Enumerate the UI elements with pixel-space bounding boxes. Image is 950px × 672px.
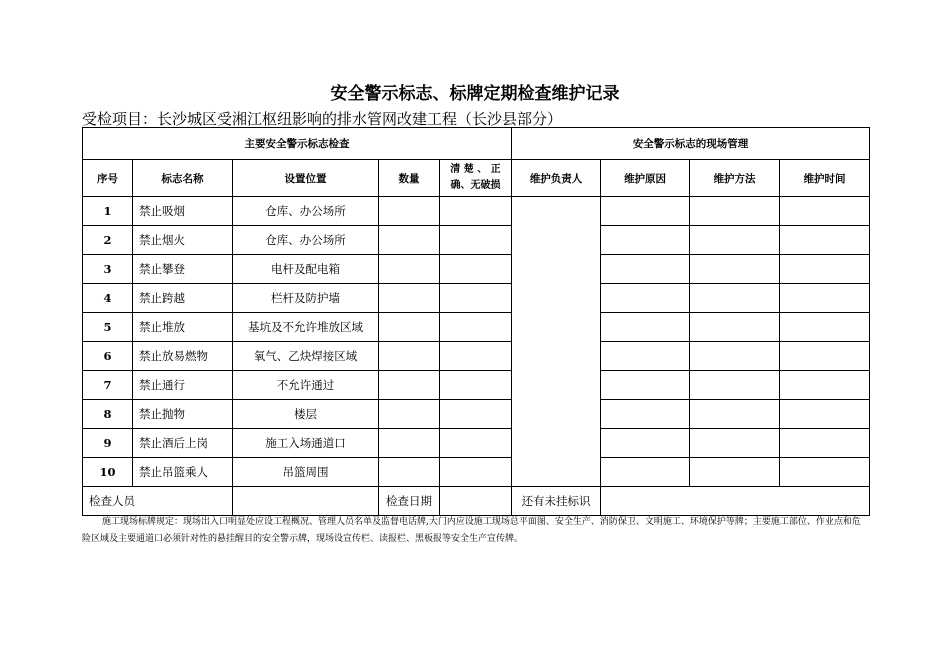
group-header-right: 安全警示标志的现场管理 (512, 128, 870, 160)
row-qty-cell[interactable] (379, 342, 440, 371)
table-row (83, 342, 870, 371)
unhung-label: 还有未挂标识 (512, 487, 601, 516)
row-method-cell[interactable] (690, 197, 780, 226)
row-sign-name: 禁止通行 (133, 371, 233, 400)
col-header-no: 序号 (83, 160, 133, 197)
row-method-cell[interactable] (690, 342, 780, 371)
table-row (83, 284, 870, 313)
row-no: 3 (83, 255, 133, 284)
row-time-cell[interactable] (780, 371, 870, 400)
row-status-cell[interactable] (440, 371, 512, 400)
table-row (83, 371, 870, 400)
row-status-cell[interactable] (440, 400, 512, 429)
row-status-cell[interactable] (440, 255, 512, 284)
row-method-cell[interactable] (690, 284, 780, 313)
row-method-cell[interactable] (690, 429, 780, 458)
row-reason-cell[interactable] (601, 255, 690, 284)
row-time-cell[interactable] (780, 226, 870, 255)
row-time-cell[interactable] (780, 458, 870, 487)
row-sign-name: 禁止吊篮乘人 (133, 458, 233, 487)
col-header-location: 设置位置 (233, 160, 379, 197)
row-sign-name: 禁止跨越 (133, 284, 233, 313)
table-row (83, 226, 870, 255)
row-location: 施工入场通道口 (233, 429, 379, 458)
col-header-status-line2: 确、无破损 (450, 180, 501, 191)
row-location: 吊篮周围 (233, 458, 379, 487)
row-no: 8 (83, 400, 133, 429)
footer-row (83, 487, 870, 516)
row-location: 氧气、乙炔焊接区域 (233, 342, 379, 371)
row-status-cell[interactable] (440, 429, 512, 458)
person-merged-cell[interactable] (512, 197, 601, 487)
col-header-status-line1: 清 楚 、 正 (450, 164, 501, 175)
row-time-cell[interactable] (780, 342, 870, 371)
row-qty-cell[interactable] (379, 458, 440, 487)
table-row (83, 458, 870, 487)
row-time-cell[interactable] (780, 400, 870, 429)
col-header-reason: 维护原因 (601, 160, 690, 197)
row-status-cell[interactable] (440, 458, 512, 487)
group-header-row (83, 128, 870, 160)
row-reason-cell[interactable] (601, 400, 690, 429)
row-location: 不允许通过 (233, 371, 379, 400)
row-sign-name: 禁止酒后上岗 (133, 429, 233, 458)
table-row (83, 400, 870, 429)
col-header-method: 维护方法 (690, 160, 780, 197)
row-reason-cell[interactable] (601, 197, 690, 226)
row-no: 6 (83, 342, 133, 371)
row-location: 仓库、办公场所 (233, 197, 379, 226)
date-label: 检查日期 (379, 487, 440, 516)
row-qty-cell[interactable] (379, 226, 440, 255)
row-location: 电杆及配电箱 (233, 255, 379, 284)
row-reason-cell[interactable] (601, 226, 690, 255)
inspector-value[interactable] (233, 487, 379, 516)
row-method-cell[interactable] (690, 255, 780, 284)
row-reason-cell[interactable] (601, 284, 690, 313)
row-method-cell[interactable] (690, 458, 780, 487)
row-location: 仓库、办公场所 (233, 226, 379, 255)
row-reason-cell[interactable] (601, 371, 690, 400)
row-method-cell[interactable] (690, 313, 780, 342)
col-header-status (440, 160, 512, 197)
row-status-cell[interactable] (440, 284, 512, 313)
row-reason-cell[interactable] (601, 429, 690, 458)
row-reason-cell[interactable] (601, 313, 690, 342)
col-header-time: 维护时间 (780, 160, 870, 197)
row-sign-name: 禁止放易燃物 (133, 342, 233, 371)
row-location: 栏杆及防护墙 (233, 284, 379, 313)
row-location: 楼层 (233, 400, 379, 429)
table-row (83, 255, 870, 284)
project-line: 受检项目：长沙城区受湘江枢纽影响的排水管网改建工程（长沙县部分） (82, 110, 563, 128)
row-sign-name: 禁止攀登 (133, 255, 233, 284)
row-no: 4 (83, 284, 133, 313)
inspection-table (82, 127, 870, 516)
row-time-cell[interactable] (780, 313, 870, 342)
table-row (83, 313, 870, 342)
row-reason-cell[interactable] (601, 342, 690, 371)
table-row (83, 429, 870, 458)
row-status-cell[interactable] (440, 313, 512, 342)
col-header-name: 标志名称 (133, 160, 233, 197)
row-no: 7 (83, 371, 133, 400)
row-method-cell[interactable] (690, 226, 780, 255)
row-qty-cell[interactable] (379, 313, 440, 342)
group-header-left: 主要安全警示标志检查 (83, 128, 512, 160)
row-time-cell[interactable] (780, 197, 870, 226)
row-location: 基坑及不允许堆放区域 (233, 313, 379, 342)
row-method-cell[interactable] (690, 371, 780, 400)
row-qty-cell[interactable] (379, 197, 440, 226)
col-header-person: 维护负责人 (512, 160, 601, 197)
row-status-cell[interactable] (440, 342, 512, 371)
row-qty-cell[interactable] (379, 284, 440, 313)
row-qty-cell[interactable] (379, 429, 440, 458)
inspector-label: 检查人员 (83, 487, 233, 516)
row-sign-name: 禁止烟火 (133, 226, 233, 255)
regulation-note: 施工现场标牌规定：现场出入口明显处应设工程概况、管理人员名单及监督电话牌,大门内应设施工现场总平面图、安全生产、消防保卫、文明施工、环境保护等牌；主要施工部位、作业点和危险区域及主要通道口必须针对性的悬挂醒目的安全警示牌，现场设宣传栏、读报栏、黑板报等安全生产宣传牌。 (82, 517, 861, 544)
row-status-cell[interactable] (440, 226, 512, 255)
row-method-cell[interactable] (690, 400, 780, 429)
row-no: 1 (83, 197, 133, 226)
row-status-cell[interactable] (440, 197, 512, 226)
row-no: 5 (83, 313, 133, 342)
col-header-qty: 数量 (379, 160, 440, 197)
row-no: 9 (83, 429, 133, 458)
row-qty-cell[interactable] (379, 371, 440, 400)
row-sign-name: 禁止吸烟 (133, 197, 233, 226)
row-time-cell[interactable] (780, 429, 870, 458)
date-value[interactable] (440, 487, 512, 516)
document-title: 安全警示标志、标牌定期检查维护记录 (330, 84, 620, 104)
row-no: 10 (83, 458, 133, 487)
row-reason-cell[interactable] (601, 458, 690, 487)
row-time-cell[interactable] (780, 255, 870, 284)
row-qty-cell[interactable] (379, 255, 440, 284)
row-sign-name: 禁止堆放 (133, 313, 233, 342)
unhung-value[interactable] (601, 487, 870, 516)
row-no: 2 (83, 226, 133, 255)
row-qty-cell[interactable] (379, 400, 440, 429)
row-time-cell[interactable] (780, 284, 870, 313)
column-header-row (83, 160, 870, 197)
row-sign-name: 禁止抛物 (133, 400, 233, 429)
table-row (83, 197, 870, 226)
